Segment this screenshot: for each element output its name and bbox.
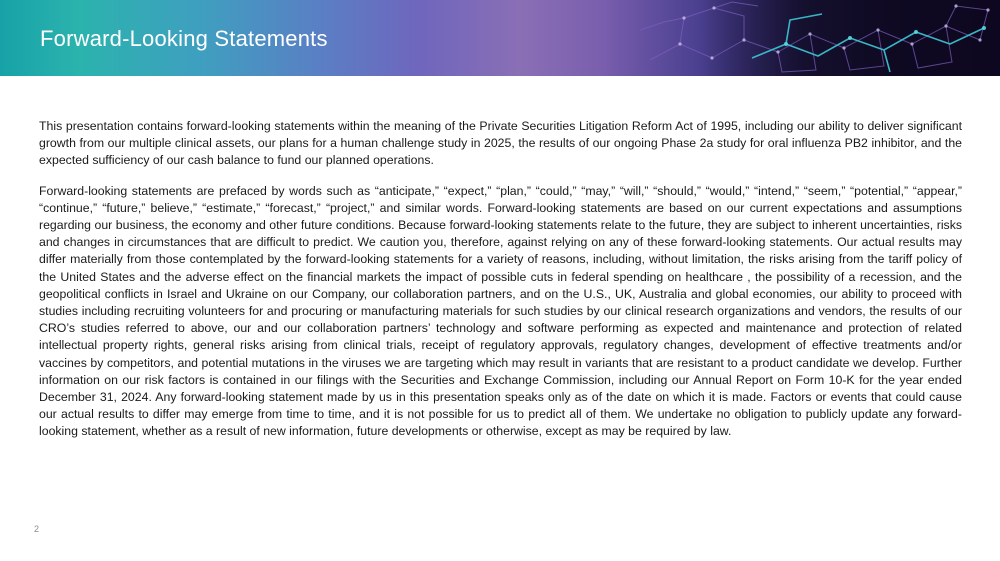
paragraph-1: This presentation contains forward-looking statements within the meaning of the Private Securities Litigation Reform Act of 1995, including our ability to deliver significant growth from our multiple clinical assets, our plans for a human challenge study in 2025, the results of our ongoing Phase 2a study for oral influenza PB2 inhibitor, and the expected sufficiency of our cash balance to fund our planned operations.: [39, 119, 962, 168]
slide-header-banner: [0, 0, 1000, 76]
slide-body: [39, 118, 962, 441]
page-number: 2: [34, 524, 40, 534]
molecule-graphic-icon: [640, 0, 1000, 76]
page-title: Forward-Looking Statements: [40, 26, 328, 51]
paragraph-2: Forward-looking statements are prefaced by words such as “anticipate,” “expect,” “plan,” “could,” “may,” “will,” “should,” “would,” “intend,” “seem,” “potential,” “appear,” “continue,” “future,” believe,” “estimate,” “forecast,” “project,” and similar words. Forward-looking statements are based on our current expectations and assumptions regarding our business, the economy and other future conditions. Because forward-looking statements relate to the future, they are subject to inherent uncertainties, risks and changes in circumstances that are difficult to predict. We caution you, therefore, against relying on any of these forward-looking statements. Our actual results may differ materially from those contemplated by the forward-looking statements for a variety of reasons, including, without limitation, the risks arising from the tariff policy of the United States and the adverse effect on the financial markets the impact of possible cuts in federal spending on healthcare , the possibility of a recession, and the geopolitical conflicts in Israel and Ukraine on our Company, our collaboration partners, and on the U.S., UK, Australia and global economies, our ability to proceed with studies including recruiting volunteers for and procuring or manufacturing materials for such studies by our clinical research organizations and vendors, the results of our CRO’s studies referred to above, our and our collaboration partners’ technology and software performing as expected and maintenance and protection of related intellectual property rights, general risks arising from clinical trials, receipt of regulatory approvals, regulatory changes, development of effective treatments and/or vaccines by competitors, and potential mutations in the viruses we are targeting which may result in variants that are resistant to a product candidate we develop. Further information on our risk factors is contained in our filings with the Securities and Exchange Commission, including our Annual Report on Form 10-K for the year ended December 31, 2024. Any forward-looking statement made by us in this presentation speaks only as of the date on which it is made. Factors or events that could cause our actual results to differ may emerge from time to time, and it is not possible for us to predict all of them. We undertake no obligation to publicly update any forward-looking statement, whether as a result of new information, future developments or otherwise, except as may be required by law.: [39, 183, 962, 439]
